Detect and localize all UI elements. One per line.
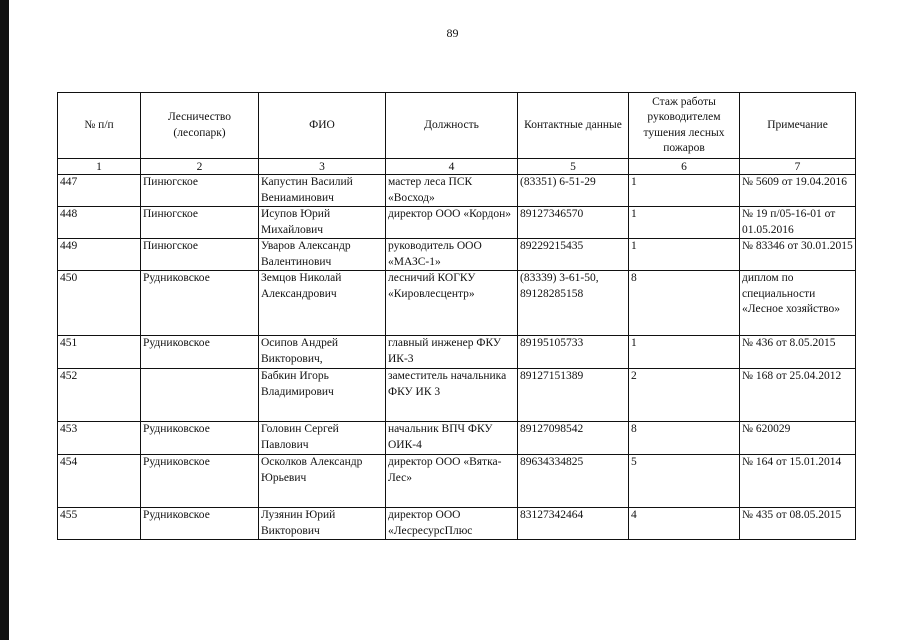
cell-experience: 1	[629, 336, 740, 369]
scan-edge-bar	[0, 0, 9, 640]
cell-forestry: Рудниковское	[141, 422, 259, 455]
cell-position: мастер леса ПСК «Восход»	[386, 175, 518, 207]
cell-note: № 436 от 8.05.2015	[740, 336, 856, 369]
cell-position: директор ООО «Кордон»	[386, 207, 518, 239]
cell-position: лесничий КОГКУ «Кировлесцентр»	[386, 271, 518, 336]
cell-num: 453	[58, 422, 141, 455]
column-number: 7	[740, 159, 856, 175]
cell-experience: 2	[629, 369, 740, 422]
cell-num: 455	[58, 508, 141, 540]
cell-contacts: 89127098542	[518, 422, 629, 455]
column-number: 6	[629, 159, 740, 175]
cell-note: № 435 от 08.05.2015	[740, 508, 856, 540]
cell-name: Земцов Николай Александрович	[259, 271, 386, 336]
cell-note: диплом по специальности «Лесное хозяйство»	[740, 271, 856, 336]
cell-position: заместитель начальника ФКУ ИК 3	[386, 369, 518, 422]
cell-name: Головин Сергей Павлович	[259, 422, 386, 455]
cell-contacts: 89127346570	[518, 207, 629, 239]
table-row	[58, 508, 856, 540]
cell-contacts: (83339) 3-61-50, 89128285158	[518, 271, 629, 336]
header-row	[58, 93, 856, 159]
cell-note: № 164 от 15.01.2014	[740, 455, 856, 508]
cell-contacts: 83127342464	[518, 508, 629, 540]
cell-num: 451	[58, 336, 141, 369]
table-row	[58, 175, 856, 207]
cell-experience: 4	[629, 508, 740, 540]
cell-experience: 1	[629, 175, 740, 207]
cell-position: главный инженер ФКУ ИК-3	[386, 336, 518, 369]
cell-forestry: Рудниковское	[141, 508, 259, 540]
header-cell-position: Должность	[386, 93, 518, 159]
table-row	[58, 239, 856, 271]
column-number: 1	[58, 159, 141, 175]
table-row	[58, 422, 856, 455]
cell-forestry: Пинюгское	[141, 239, 259, 271]
cell-forestry: Рудниковское	[141, 455, 259, 508]
column-number: 5	[518, 159, 629, 175]
cell-num: 454	[58, 455, 141, 508]
cell-contacts: 89634334825	[518, 455, 629, 508]
cell-name: Осипов Андрей Викторович,	[259, 336, 386, 369]
cell-note: № 19 п/05-16-01 от 01.05.2016	[740, 207, 856, 239]
cell-name: Лузянин Юрий Викторович	[259, 508, 386, 540]
header-cell-contacts: Контактные данные	[518, 93, 629, 159]
cell-forestry: Рудниковское	[141, 271, 259, 336]
column-number-row	[58, 159, 856, 175]
cell-name: Осколков Александр Юрьевич	[259, 455, 386, 508]
cell-name: Бабкин Игорь Владимирович	[259, 369, 386, 422]
cell-position: начальник ВПЧ ФКУ ОИК-4	[386, 422, 518, 455]
cell-note: № 620029	[740, 422, 856, 455]
cell-position: директор ООО «Вятка-Лес»	[386, 455, 518, 508]
table-row	[58, 207, 856, 239]
cell-forestry: Пинюгское	[141, 207, 259, 239]
column-number: 3	[259, 159, 386, 175]
column-number: 2	[141, 159, 259, 175]
cell-name: Капустин Василий Вениаминович	[259, 175, 386, 207]
cell-name: Исупов Юрий Михайлович	[259, 207, 386, 239]
table-row	[58, 336, 856, 369]
cell-num: 450	[58, 271, 141, 336]
header-cell-forestry: Лесничество (лесопарк)	[141, 93, 259, 159]
cell-num: 448	[58, 207, 141, 239]
cell-experience: 1	[629, 207, 740, 239]
cell-position: руководитель ООО «МАЗС-1»	[386, 239, 518, 271]
cell-forestry: Рудниковское	[141, 336, 259, 369]
cell-note: № 5609 от 19.04.2016	[740, 175, 856, 207]
cell-num: 447	[58, 175, 141, 207]
cell-contacts: 89229215435	[518, 239, 629, 271]
cell-experience: 8	[629, 271, 740, 336]
cell-forestry: Пинюгское	[141, 175, 259, 207]
cell-note: № 168 от 25.04.2012	[740, 369, 856, 422]
cell-name: Уваров Александр Валентинович	[259, 239, 386, 271]
cell-note: № 83346 от 30.01.2015	[740, 239, 856, 271]
column-number: 4	[386, 159, 518, 175]
cell-forestry	[141, 369, 259, 422]
cell-contacts: 89127151389	[518, 369, 629, 422]
cell-experience: 1	[629, 239, 740, 271]
header-cell-experience: Стаж работы руководителем тушения лесных пожаров	[629, 93, 740, 159]
header-cell-note: Примечание	[740, 93, 856, 159]
header-cell-name: ФИО	[259, 93, 386, 159]
fire-managers-table	[57, 92, 856, 540]
cell-experience: 5	[629, 455, 740, 508]
table-row	[58, 369, 856, 422]
cell-experience: 8	[629, 422, 740, 455]
cell-contacts: (83351) 6-51-29	[518, 175, 629, 207]
table-row	[58, 455, 856, 508]
cell-contacts: 89195105733	[518, 336, 629, 369]
header-cell-num: № п/п	[58, 93, 141, 159]
cell-num: 452	[58, 369, 141, 422]
table-row	[58, 271, 856, 336]
cell-num: 449	[58, 239, 141, 271]
page-number: 89	[446, 26, 459, 40]
cell-position: директор ООО «ЛесресурсПлюс	[386, 508, 518, 540]
